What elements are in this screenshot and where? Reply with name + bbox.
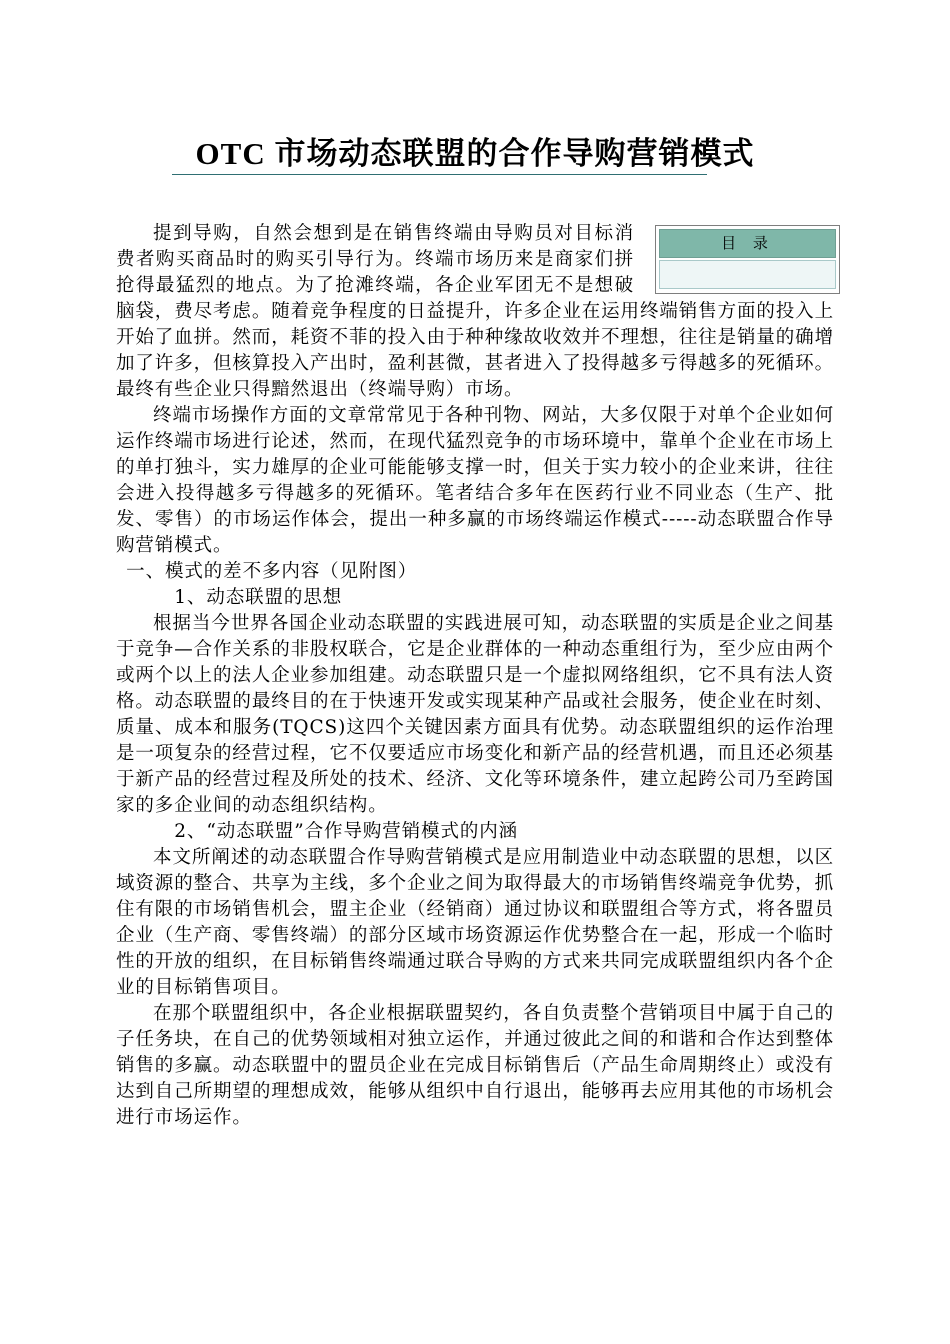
- section-heading-1: 一、模式的差不多内容（见附图）: [126, 561, 418, 582]
- toc-header[interactable]: 目 录: [659, 229, 836, 258]
- paragraph-model-connotation: 本文所阐述的动态联盟合作导购营销模式是应用制造业中动态联盟的思想，以区域资源的整合、共享为主线，多个企业之间为取得最大的市场销售终端竞争优势，抓住有限的市场销售机会，盟主企业（经销商）通过协议和联盟组合等方式，将各盟员企业（生产商、零售终端）的部分区域市场资源运作优势整合在一起，形成一个临时性的开放的组织，在目标销售终端通过联合导购的方式来共同完成联盟组织内各个企业的目标销售项目。: [116, 847, 834, 998]
- toc-float-spacer: [634, 221, 834, 289]
- paragraph-context: 终端市场操作方面的文章常常见于各种刊物、网站，大多仅限于对单个企业如何运作终端市场进行论述，然而，在现代猛烈竞争的市场环境中，靠单个企业在市场上的单打独斗，实力雄厚的企业可能能够支撑一时，但关于实力较小的企业来讲，往往会进入投得越多亏得越多的死循环。笔者结合多年在医药行业不同业态（生产、批发、零售）的市场运作体会，提出一种多赢的市场终端运作模式-----动态联盟合作导购营销模式。: [116, 405, 834, 556]
- subsection-heading-2: 2、“动态联盟”合作导购营销模式的内涵: [174, 821, 519, 842]
- title-underline: [172, 174, 707, 175]
- document-title: OTC 市场动态联盟的合作导购营销模式: [195, 136, 755, 171]
- document-body: [116, 221, 834, 1131]
- paragraph-alliance-operation: 在那个联盟组织中，各企业根据联盟契约，各自负责整个营销项目中属于自己的子任务块，在自己的优势领域相对独立运作，并通过彼此之间的和谐和合作达到整体销售的多赢。动态联盟中的盟员企业在完成目标销售后（产品生命周期终止）或没有达到自己所期望的理想成效，能够从组织中自行退出，能够再去应用其他的市场机会进行市场运作。: [116, 1003, 834, 1128]
- subsection-heading-1: 1、动态联盟的思想: [174, 587, 343, 608]
- paragraph-dynamic-alliance: 根据当今世界各国企业动态联盟的实践进展可知，动态联盟的实质是企业之间基于竞争—合作关系的非股权联合，它是企业群体的一种动态重组行为，至少应由两个或两个以上的法人企业参加组建。动态联盟只是一个虚拟网络组织，它不具有法人资格。动态联盟的最终目的在于快速开发或实现某种产品或社会服务，使企业在时刻、质量、成本和服务(TQCS)这四个关键因素方面具有优势。动态联盟组织的运作治理是一项复杂的经营过程，它不仅要适应市场变化和新产品的经营机遇，而且还必须基于新产品的经营过程及所处的技术、经济、文化等环境条件，建立起跨公司乃至跨国家的多企业间的动态组织结构。: [116, 613, 834, 816]
- paragraph-intro: 提到导购，自然会想到是在销售终端由导购员对目标消费者购买商品时的购买引导行为。终端市场历来是商家们拼抢得最猛烈的地点。为了抢滩终端，各企业军团无不是想破脑袋，费尽考虑。随着竞争程度的日益提升，许多企业在运用终端销售方面的投入上开始了血拼。然而，耗资不菲的投入由于种种缘故收效并不理想，往往是销量的确增加了许多，但核算投入产出时，盈利甚微，甚者进入了投得越多亏得越多的死循环。最终有些企业只得黯然退出（终端导购）市场。: [116, 223, 834, 400]
